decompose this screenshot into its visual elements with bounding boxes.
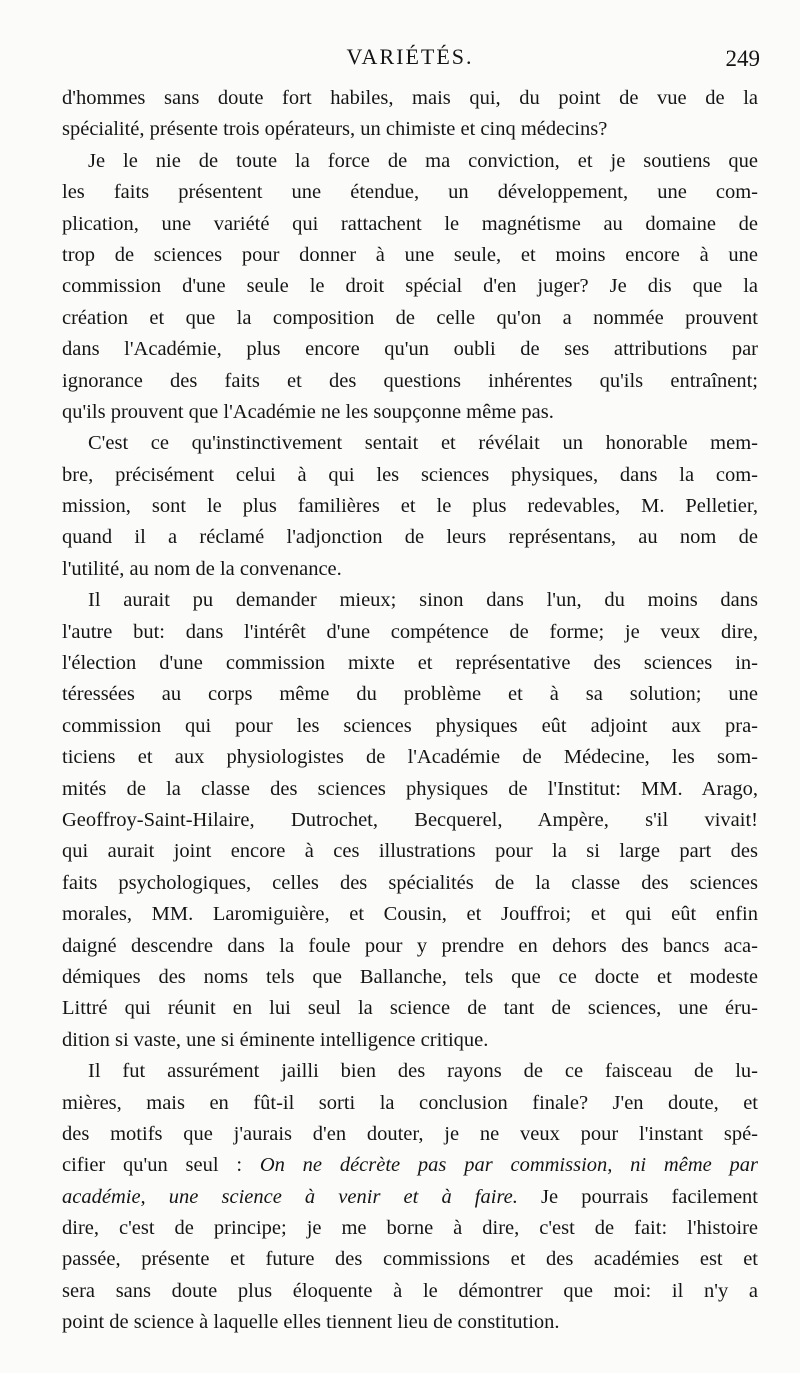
text-line: trop de sciences pour donner à une seule, et moins encore à une [62, 243, 758, 266]
text-line: dire, c'est de principe; je me borne à dire, c'est de fait: l'histoire [62, 1217, 758, 1240]
line-roman-segment: Je pourrais facilement [517, 1185, 758, 1208]
running-title: VARIÉTÉS. [346, 44, 474, 69]
text-line: démiques des noms tels que Ballanche, tels que ce docte et modeste [62, 965, 758, 988]
text-line: l'utilité, au nom de la convenance. [62, 557, 342, 580]
text-line: téressées au corps même du problème et à sa solution; une [62, 683, 758, 706]
text-line: commission d'une seule le droit spécial d'en juger? Je dis que la [62, 275, 758, 298]
text-line: mités de la classe des sciences physiques de l'Institut: MM. Arago, [62, 777, 758, 800]
text-line: des motifs que j'aurais d'en douter, je ne veux pour l'instant spé- [62, 1122, 758, 1145]
text-line: bre, précisément celui à qui les sciences physiques, dans la com- [62, 463, 758, 486]
text-line: passée, présente et future des commissions et des académies est et [62, 1248, 758, 1271]
text-line: Geoffroy-Saint-Hilaire, Dutrochet, Becquerel, Ampère, s'il vivait! [62, 808, 758, 831]
text-line: quand il a réclamé l'adjonction de leurs représentans, au nom de [62, 526, 758, 549]
text-line: d'hommes sans doute fort habiles, mais qui, du point de vue de la [62, 87, 758, 109]
line-italic-segment: On ne décrète pas par commission, ni même par [259, 1154, 758, 1177]
text-line: l'autre but: dans l'intérêt d'une compétence de forme; je veux dire, [62, 620, 758, 643]
text-line: dition si vaste, une si éminente intelligence critique. [62, 1028, 489, 1051]
text-line: daigné descendre dans la foule pour y prendre en dehors des bancs aca- [62, 934, 758, 957]
text-line: morales, MM. Laromiguière, et Cousin, et Jouffroi; et qui eût enfin [62, 903, 758, 926]
text-line: plication, une variété qui rattachent le magnétisme au domaine de [62, 212, 758, 235]
text-line: mières, mais en fût-il sorti la conclusion finale? J'en doute, et [62, 1091, 758, 1114]
text-line [62, 1150, 758, 1181]
text-line: ignorance des faits et des questions inhérentes qu'ils entraînent; [62, 369, 758, 392]
body-text [62, 83, 758, 1339]
text-line: qu'ils prouvent que l'Académie ne les soupçonne même pas. [62, 400, 554, 423]
text-line: commission qui pour les sciences physiques eût adjoint aux pra- [62, 714, 758, 737]
text-line: Littré qui réunit en lui seul la science de tant de sciences, une éru- [62, 997, 758, 1020]
text-line: qui aurait joint encore à ces illustrations pour la si large part des [62, 840, 758, 863]
text-line: faits psychologiques, celles des spécialités de la classe des sciences [62, 871, 758, 894]
page-number: 249 [725, 46, 760, 71]
text-line: sera sans doute plus éloquente à le démontrer que moi: il n'y a [62, 1279, 758, 1302]
running-head [60, 44, 760, 74]
text-line: Il aurait pu demander mieux; sinon dans l'un, du moins dans [88, 589, 758, 612]
line-roman-segment: cifier qu'un seul : [62, 1154, 260, 1177]
text-line: création et que la composition de celle qu'on a nommée prouvent [62, 306, 758, 329]
text-line: C'est ce qu'instinctivement sentait et révélait un honorable mem- [88, 432, 758, 455]
text-line: l'élection d'une commission mixte et représentative des sciences in- [62, 652, 758, 675]
text-line: spécialité, présente trois opérateurs, un chimiste et cinq médecins? [62, 118, 608, 141]
text-line: mission, sont le plus familières et le plus redevables, M. Pelletier, [62, 495, 758, 518]
text-line: point de science à laquelle elles tiennent lieu de constitution. [62, 1311, 560, 1334]
text-line [62, 1182, 758, 1213]
text-line: les faits présentent une étendue, un développement, une com- [62, 181, 758, 204]
text-line: Il fut assurément jailli bien des rayons de ce faisceau de lu- [88, 1060, 758, 1083]
text-line: Je le nie de toute la force de ma conviction, et je soutiens que [88, 149, 758, 172]
text-line: dans l'Académie, plus encore qu'un oubli de ses attributions par [62, 338, 758, 361]
text-line: ticiens et aux physiologistes de l'Académie de Médecine, les som- [62, 746, 758, 769]
line-italic-segment: académie, une science à venir et à faire. [62, 1185, 518, 1208]
